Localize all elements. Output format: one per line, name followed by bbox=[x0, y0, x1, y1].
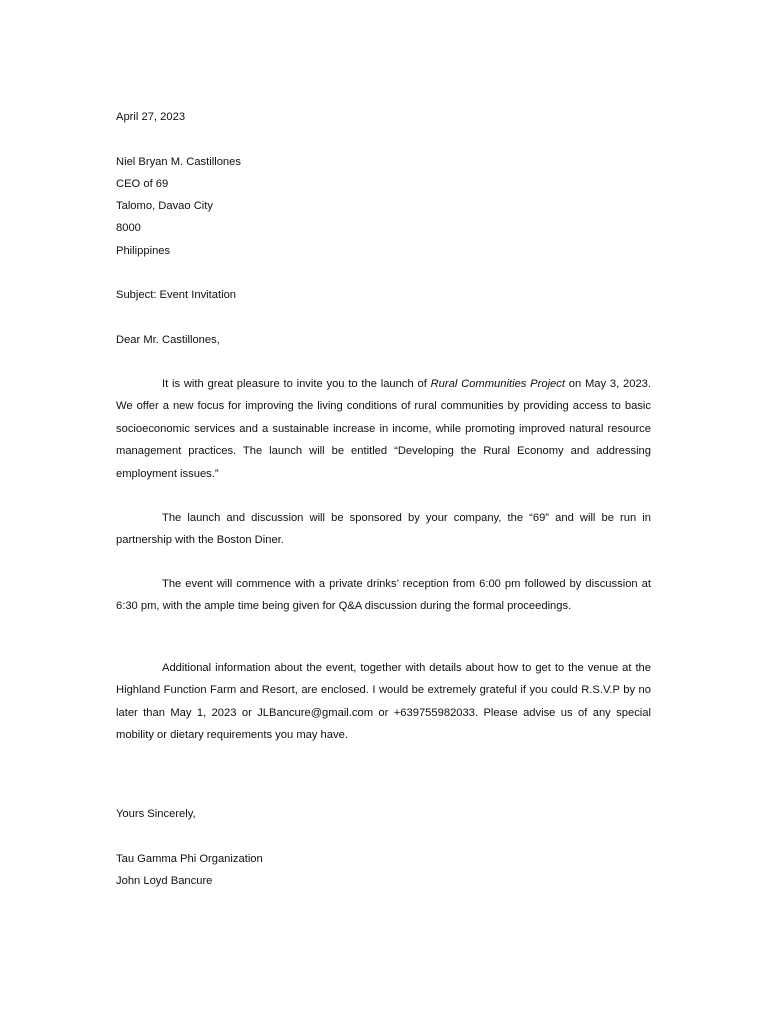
recipient-title: CEO of 69 bbox=[116, 178, 169, 190]
body-paragraph-3 bbox=[116, 573, 651, 618]
body-paragraph-1 bbox=[116, 373, 651, 485]
letter-date: April 27, 2023 bbox=[116, 111, 186, 123]
paragraph-3-text: The event will commence with a private drinks’ reception from 6:00 pm followed by discussion at 6:30 pm, with the ample time being given for Q&A discussion during the formal proceedings. bbox=[116, 578, 651, 613]
sender-name: John Loyd Bancure bbox=[116, 875, 213, 887]
recipient-name: Niel Bryan M. Castillones bbox=[116, 156, 241, 168]
closing: Yours Sincerely, bbox=[116, 808, 196, 820]
paragraph-4-text: Additional information about the event, together with details about how to get to the venue at the Highland Function Farm and Resort, are enclosed. I would be extremely grateful if you could R.S.V.P by no later than May 1, 2023 or JLBancure@gmail.com or +639755982033. Please advise us of any special mobility or dietary requirements you may have. bbox=[116, 662, 651, 742]
project-name: Rural Communities Project bbox=[430, 378, 565, 390]
recipient-address: Talomo, Davao City bbox=[116, 200, 213, 212]
recipient-country: Philippines bbox=[116, 245, 171, 257]
paragraph-1-text-start: It is with great pleasure to invite you to the launch of bbox=[162, 378, 431, 390]
paragraph-1-text-end: on May 3, 2023. We offer a new focus for improving the living conditions of rural communities by providing access to basic socioeconomic services and a sustainable increase in income, while promoting improved natural resource management practices. The launch will be entitled “Developing the Rural Economy and addressing employment issues.” bbox=[116, 378, 651, 480]
salutation: Dear Mr. Castillones, bbox=[116, 334, 220, 346]
recipient-postal-code: 8000 bbox=[116, 222, 141, 234]
paragraph-2-text: The launch and discussion will be sponsored by your company, the “69” and will be run in partnership with the Boston Diner. bbox=[116, 512, 651, 547]
body-paragraph-4 bbox=[116, 657, 651, 747]
letter-subject: Subject: Event Invitation bbox=[116, 289, 237, 301]
sender-organization: Tau Gamma Phi Organization bbox=[116, 853, 263, 865]
body-paragraph-2 bbox=[116, 507, 651, 552]
